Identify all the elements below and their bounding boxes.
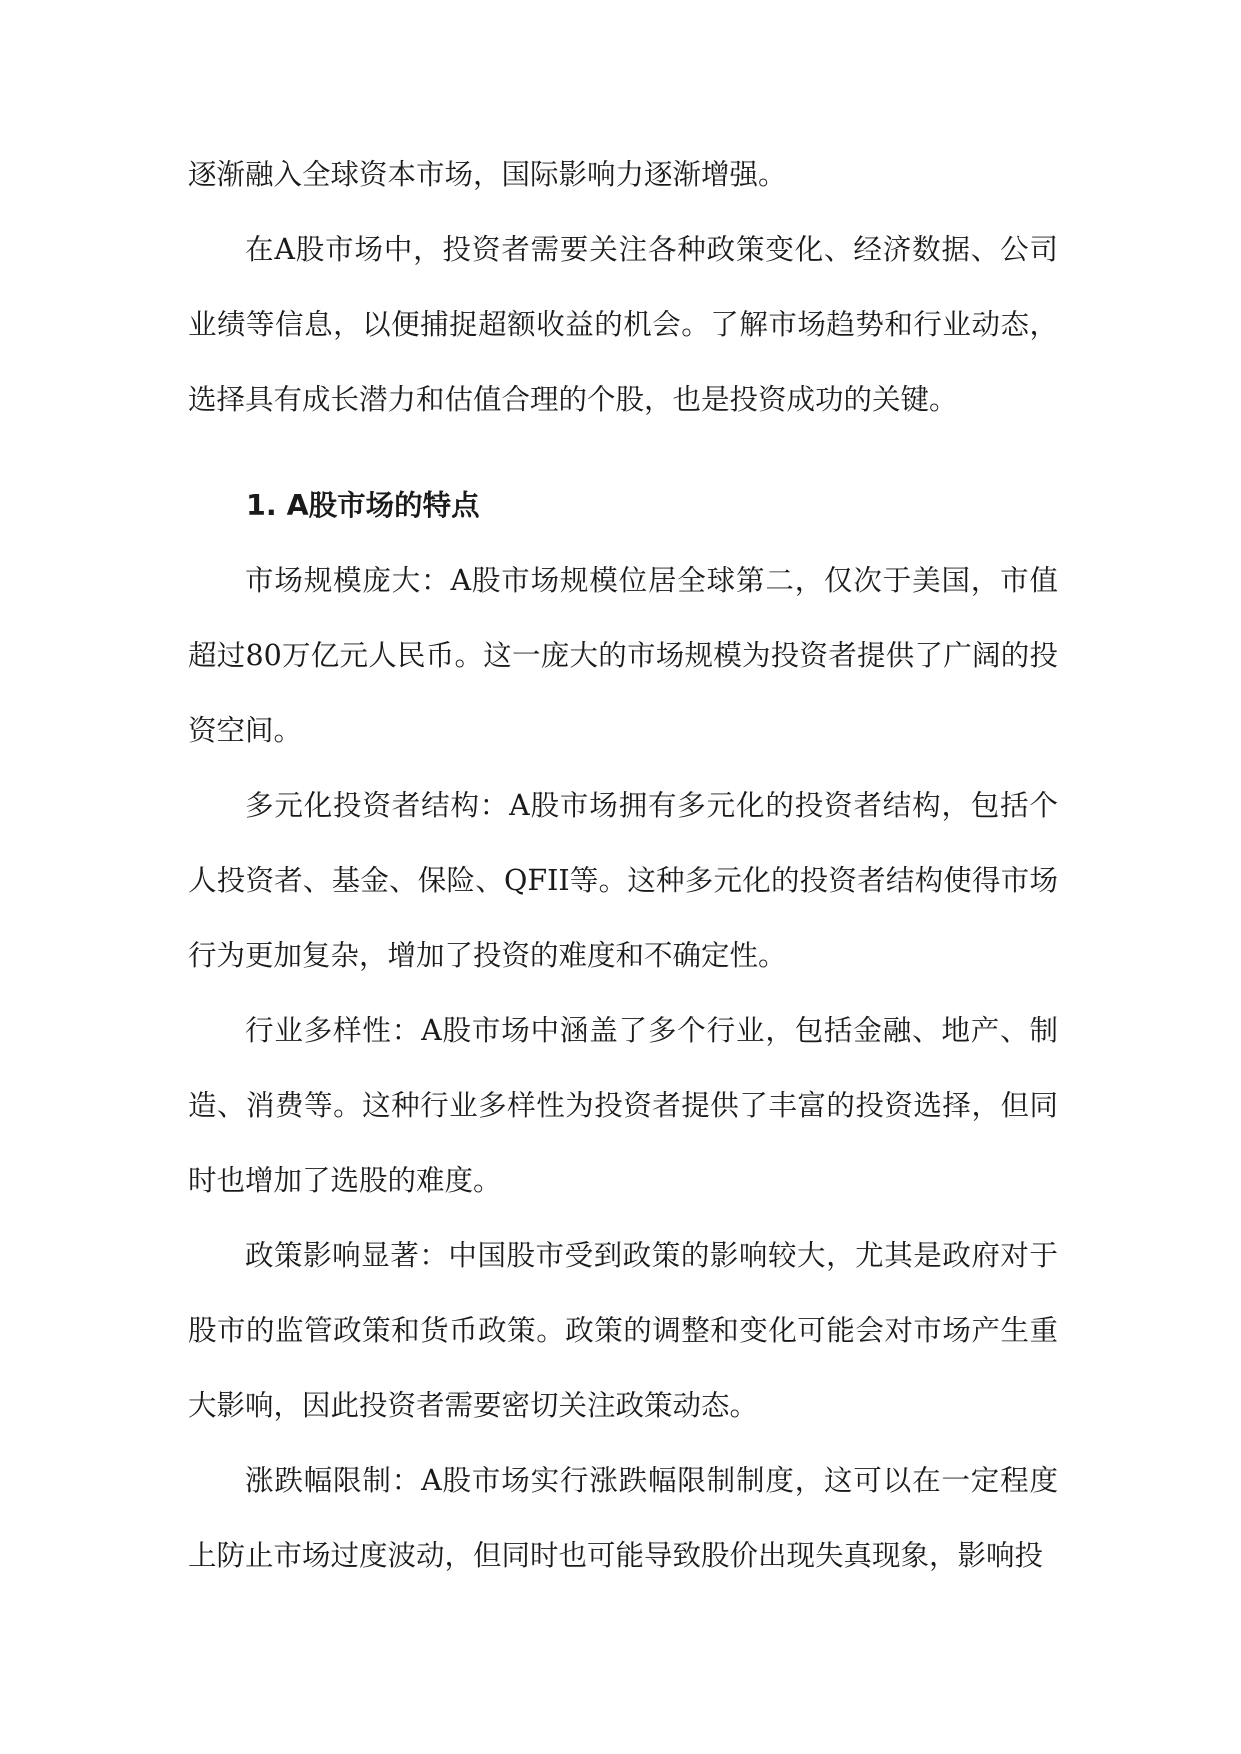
- price-limit-paragraph: 涨跌幅限制：A股市场实行涨跌幅限制制度，这可以在一定程度上防止市场过度波动，但同时也可能导致股价出现失真现象，影响投: [188, 1464, 1058, 1572]
- continuation-paragraph: 逐渐融入全球资本市场，国际影响力逐渐增强。: [188, 158, 787, 191]
- investor-structure-paragraph: 多元化投资者结构：A股市场拥有多元化的投资者结构，包括个人投资者、基金、保险、QFII等。这种多元化的投资者结构使得市场行为更加复杂，增加了投资的难度和不确定性。: [188, 789, 1058, 972]
- market-scale-paragraph: 市场规模庞大：A股市场规模位居全球第二，仅次于美国，市值超过80万亿元人民币。这一庞大的市场规模为投资者提供了广阔的投资空间。: [188, 564, 1058, 747]
- market-scale-paragraph-block: [188, 543, 1058, 768]
- section-heading-block: [188, 468, 1058, 543]
- policy-impact-paragraph: 政策影响显著：中国股市受到政策的影响较大，尤其是政府对于股市的监管政策和货币政策。政策的调整和变化可能会对市场产生重大影响，因此投资者需要密切关注政策动态。: [188, 1239, 1058, 1422]
- continuation-paragraph-block: [188, 137, 1058, 212]
- price-limit-paragraph-block: [188, 1443, 1058, 1593]
- policy-impact-paragraph-block: [188, 1218, 1058, 1443]
- industry-diversity-paragraph: 行业多样性：A股市场中涵盖了多个行业，包括金融、地产、制造、消费等。这种行业多样性为投资者提供了丰富的投资选择，但同时也增加了选股的难度。: [188, 1014, 1058, 1197]
- section-heading: 1. A股市场的特点: [246, 489, 480, 522]
- industry-diversity-paragraph-block: [188, 993, 1058, 1218]
- investor-structure-paragraph-block: [188, 768, 1058, 993]
- intro-paragraph: 在A股市场中，投资者需要关注各种政策变化、经济数据、公司业绩等信息，以便捕捉超额收益的机会。了解市场趋势和行业动态，选择具有成长潜力和估值合理的个股，也是投资成功的关键。: [188, 233, 1058, 416]
- intro-paragraph-block: [188, 212, 1058, 437]
